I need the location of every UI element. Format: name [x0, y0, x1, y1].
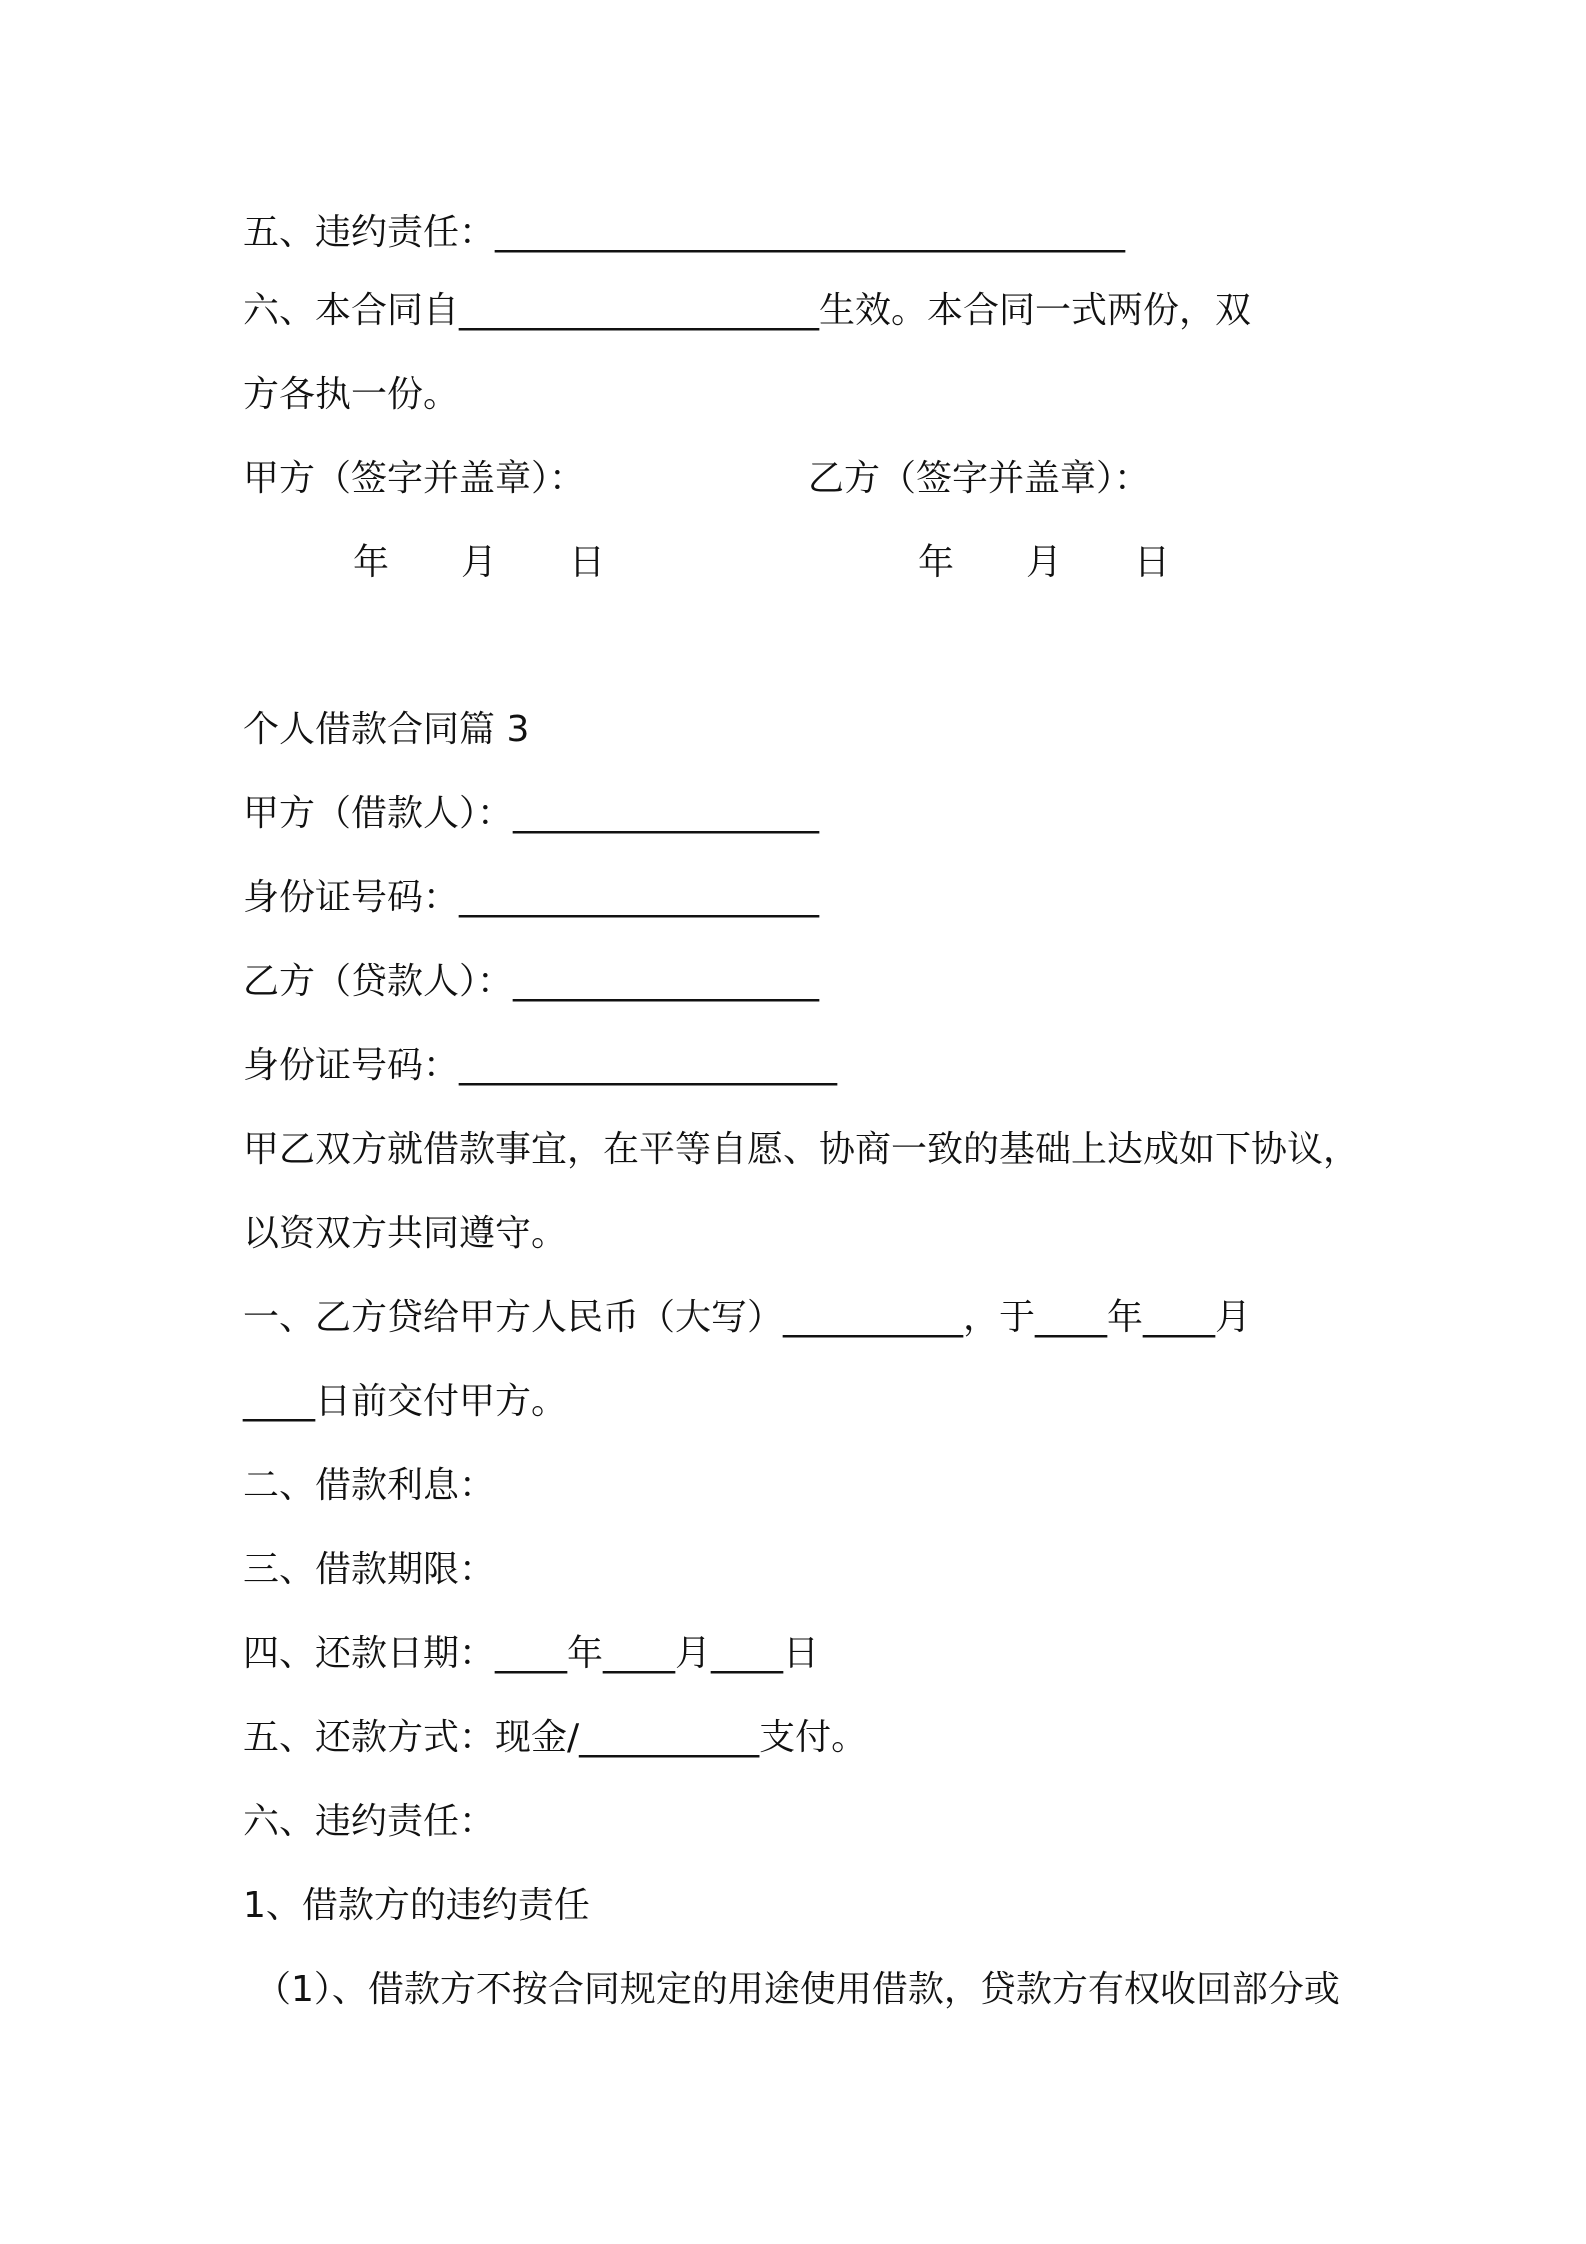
subclause-borrower-default: 1、借款方的违约责任: [243, 1885, 590, 1926]
lender-id-field: 身份证号码：_____________________: [243, 1045, 838, 1086]
section-title: 个人借款合同篇 3: [243, 709, 530, 750]
clause-interest: 二、借款利息：: [243, 1465, 496, 1506]
subclause-misuse: （1）、借款方不按合同规定的用途使用借款，贷款方有权收回部分或: [255, 1969, 1340, 2010]
lender-field: 乙方（贷款人）：_________________: [243, 961, 820, 1002]
clause-loan-amount-cont: ____日前交付甲方。: [243, 1381, 568, 1422]
party-b-date: 年 月 日: [918, 542, 1171, 583]
clause-default: 六、违约责任：: [243, 1801, 496, 1842]
clause-term: 三、借款期限：: [243, 1549, 496, 1590]
party-a-date: 年 月 日: [353, 542, 606, 583]
clause-effective-date: 六、本合同自____________________生效。本合同一式两份，双: [243, 290, 1252, 331]
party-b-signature-label: 乙方（签字并盖章）：: [808, 458, 1151, 499]
party-a-signature-label: 甲方（签字并盖章）：: [243, 458, 586, 499]
clause-repayment-date: 四、还款日期：____年____月____日: [243, 1633, 820, 1674]
clause-breach-liability: 五、违约责任：___________________________________: [243, 212, 1126, 253]
borrower-id-field: 身份证号码：____________________: [243, 877, 820, 918]
borrower-field: 甲方（借款人）：_________________: [243, 793, 820, 834]
clause-loan-amount: 一、乙方贷给甲方人民币（大写）__________，于____年____月: [243, 1297, 1252, 1338]
agreement-intro-cont: 以资双方共同遵守。: [243, 1213, 568, 1254]
clause-repayment-method: 五、还款方式：现金/__________支付。: [243, 1717, 868, 1758]
agreement-intro: 甲乙双方就借款事宜，在平等自愿、协商一致的基础上达成如下协议，: [243, 1129, 1360, 1170]
clause-copies: 方各执一份。: [243, 374, 460, 415]
